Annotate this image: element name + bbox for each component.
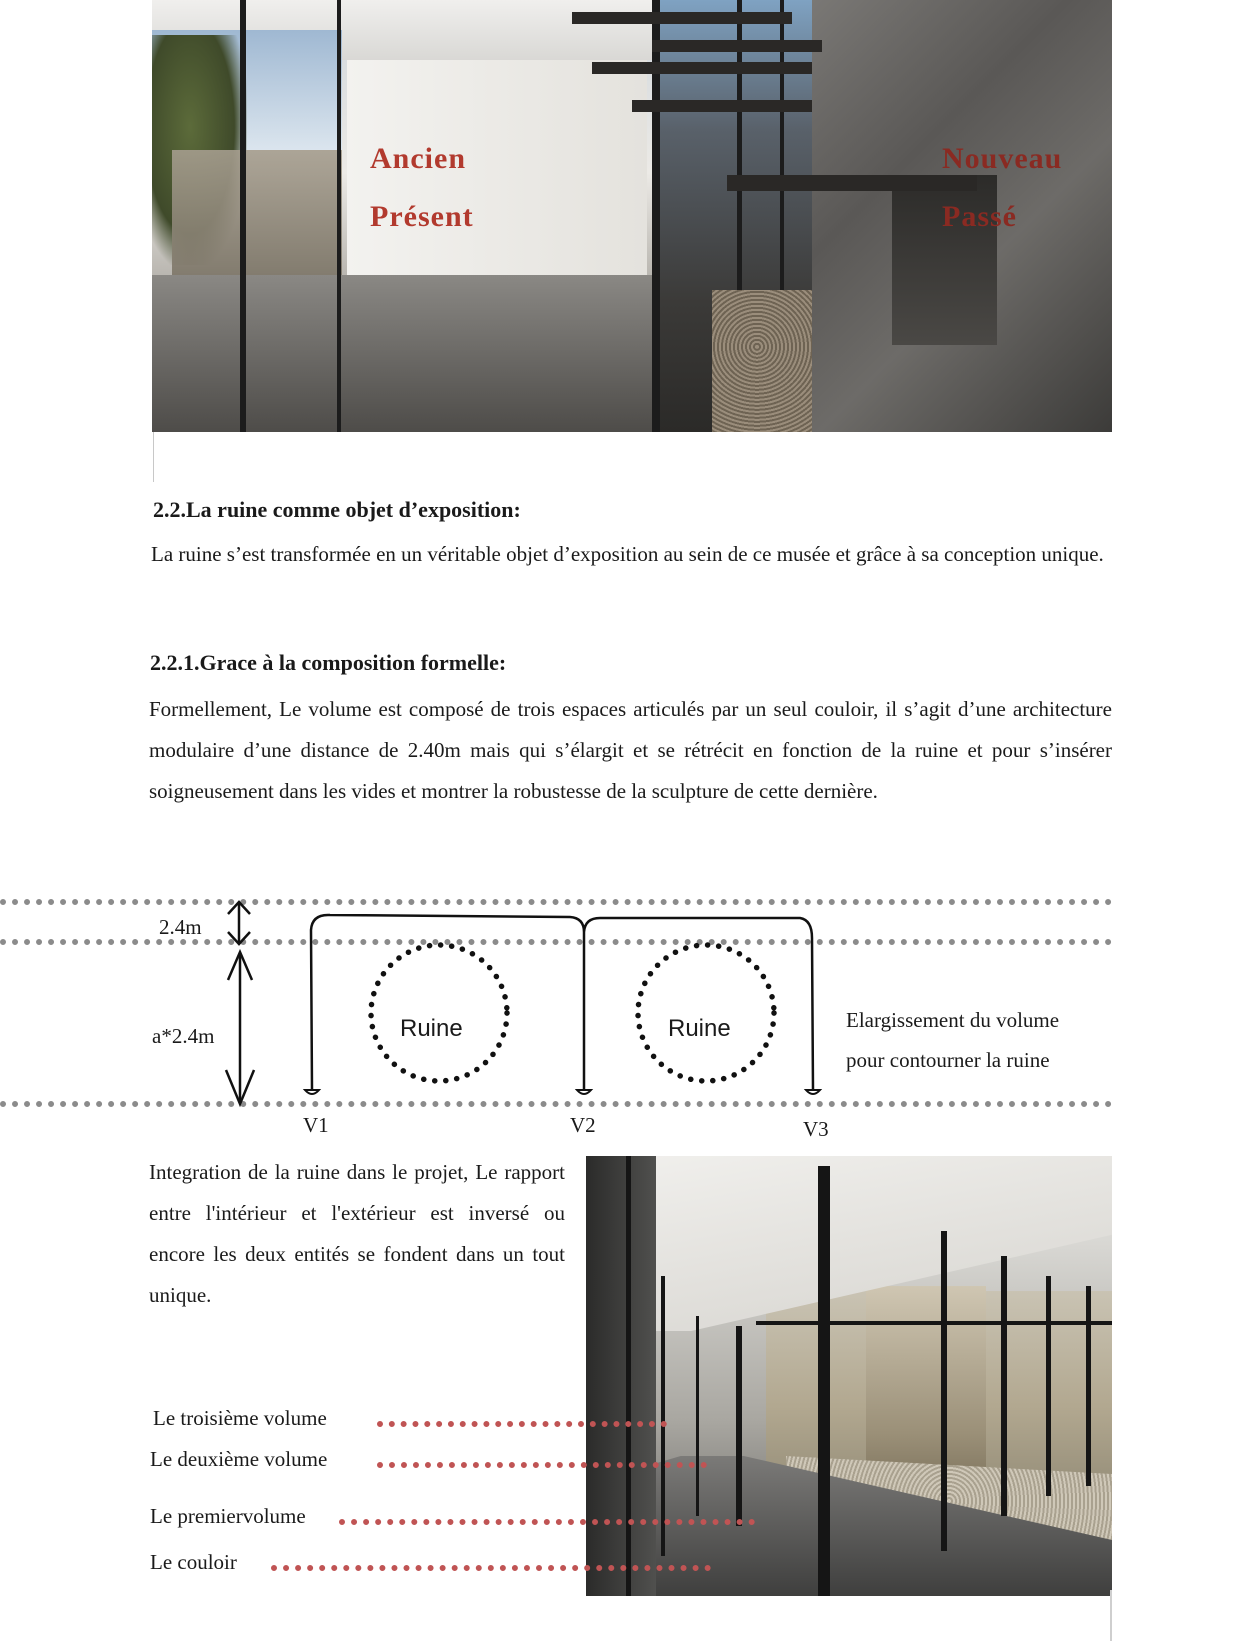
label-v1: V1 — [303, 1113, 329, 1137]
overlay-nouveau: Nouveau — [942, 142, 1063, 175]
ruine-label-2: Ruine — [668, 1015, 731, 1042]
pointer-couloir — [271, 1565, 711, 1571]
rule-line-bottom — [1110, 1590, 1112, 1641]
corridor-path — [311, 915, 813, 1090]
paragraph-2-2-1: Formellement, Le volume est composé de trois espaces articulés par un seul couloir, il s’agit d’une architecture modulaire d’une distance de 2.40m mais qui s’élargit et se rétrécit en fonction de la ruine et pour s’insérer soigneusement dans les vides et montrer la robustesse de la sculpture de cette dernière. — [149, 697, 1112, 803]
top-photo — [152, 0, 1112, 432]
pointer-premier — [339, 1519, 755, 1525]
rule-line — [153, 432, 154, 482]
dim-label-main: a*2.4m — [152, 1024, 215, 1048]
overlay-present: Présent — [370, 200, 474, 233]
dimension-arrow-top — [228, 902, 250, 944]
label-deuxieme-volume: Le deuxième volume — [150, 1447, 328, 1471]
label-v3: V3 — [803, 1117, 829, 1141]
marker-v3 — [806, 1090, 820, 1094]
heading-2-2: 2.2.La ruine comme objet d’exposition: — [153, 497, 521, 522]
ruine-circle-2 — [638, 945, 774, 1081]
dim-label-top: 2.4m — [159, 915, 202, 939]
marker-v2 — [577, 1090, 591, 1094]
ruine-label-1: Ruine — [400, 1015, 463, 1042]
label-troisieme-volume: Le troisième volume — [153, 1406, 327, 1430]
bottom-photo — [586, 1156, 1112, 1596]
heading-2-2-1: 2.2.1.Grace à la composition formelle: — [150, 650, 507, 675]
diagram-note-line2: pour contourner la ruine — [846, 1048, 1050, 1072]
overlay-ancien: Ancien — [370, 142, 466, 175]
pointer-troisieme — [377, 1421, 667, 1427]
label-couloir: Le couloir — [150, 1550, 237, 1574]
paragraph-2-2: La ruine s’est transformée en un véritable objet d’exposition au sein de ce musée et grâce à sa conception unique. — [151, 542, 1104, 566]
diagram-note-line1: Elargissement du volume — [846, 1008, 1060, 1032]
label-premier-volume: Le premiervolume — [150, 1504, 306, 1528]
pointer-deuxieme — [377, 1462, 707, 1468]
dimension-arrow-main — [226, 952, 254, 1104]
marker-v1 — [305, 1090, 319, 1094]
ruine-circle-1 — [371, 945, 507, 1081]
label-v2: V2 — [570, 1113, 596, 1137]
overlay-passe: Passé — [942, 200, 1017, 233]
integration-paragraph: Integration de la ruine dans le projet, Le rapport entre l'intérieur et l'extérieur est inversé ou encore les deux entités se fondent dans un tout unique. — [149, 1160, 565, 1307]
